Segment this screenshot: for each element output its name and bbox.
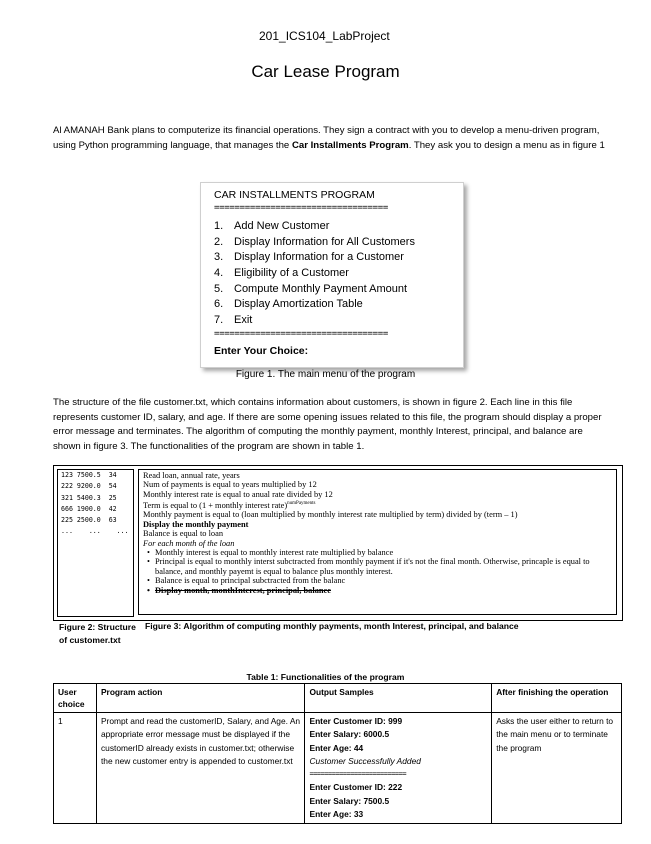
menu-item: 3. Display Information for a Customer — [214, 251, 404, 264]
table-header-cell: User choice — [54, 684, 97, 713]
customer-row: 666 1900.0 42 — [61, 504, 117, 513]
output-line: Enter Age: 33 — [309, 809, 364, 820]
customer-row: 321 5400.3 25 — [61, 493, 117, 502]
algo-line: Display the monthly payment — [143, 519, 249, 529]
table-cell-choice: 1 — [54, 713, 97, 824]
figure1-caption: Figure 1. The main menu of the program — [235, 369, 416, 380]
algo-bullet: • Principal is equal to monthly interst subctracted from monthly payment if it's not the final month. Otherwise, princaple is equal to balance, and monthly payemt is equal to balance plus monthly interest. — [143, 557, 612, 576]
table-header-cell: Output Samples — [305, 684, 492, 713]
table-row — [54, 713, 622, 824]
menu-list — [214, 219, 415, 329]
output-separator: ========================== — [309, 770, 407, 779]
menu-item: 4. Eligibility of a Customer — [214, 267, 349, 280]
figure1-menu-box — [200, 182, 464, 368]
algo-bullet: • Display month, monthInterest, principal, balance — [143, 586, 612, 595]
algo-line: Num of payments is equal to years multiplied by 12 — [143, 480, 317, 490]
table1-caption: Table 1: Functionalities of the program — [246, 672, 405, 682]
program-name: Car Installments Program — [291, 140, 409, 151]
menu-item: 1. Add New Customer — [214, 220, 330, 232]
table-cell-outputs — [305, 713, 492, 824]
menu-item: 6. Display Amortization Table — [214, 298, 363, 311]
menu-separator-bottom: ================================== — [214, 329, 389, 339]
figure3-caption: Figure 3: Algorithm of computing monthly payments, month Interest, principal, and balance — [145, 621, 519, 631]
algo-bullet: • Monthly interest is equal to monthly interest rate multiplied by balance — [143, 548, 612, 557]
menu-heading: CAR INSTALLMENTS PROGRAM — [214, 189, 375, 201]
structure-paragraph: The structure of the file customer.txt, which contains information about customers, is shown in figure 2. Each line in this file represents customer ID, salary, and age. If there are some opening issues related to this file, the program should display a proper error message and terminates. The algorithm of computing the monthly payment, monthly Interest, principal, and balance are shown in figure 3. The functionalities of the program are shown in table 1. — [53, 397, 602, 453]
algo-line: Read loan, annual rate, years — [143, 471, 240, 480]
menu-item: 5. Compute Monthly Payment Amount — [214, 282, 408, 295]
functionalities-table — [53, 683, 622, 824]
output-line: Enter Age: 44 — [309, 742, 364, 753]
figures-frame — [53, 465, 623, 621]
table-header-row — [54, 684, 622, 713]
table-header-cell: After finishing the operation — [492, 684, 622, 713]
customer-row: 225 2500.0 63 — [61, 516, 117, 525]
output-line: Enter Salary: 6000.5 — [309, 729, 390, 740]
customer-row: ... ... ... — [61, 527, 129, 536]
algo-line: For each month of the loan — [143, 538, 235, 548]
menu-separator-top: ================================== — [214, 203, 389, 213]
algo-line: Term is equal to (1 + monthly interest rate)$^{numPayments}$ — [143, 501, 316, 511]
document-title: Car Lease Program — [251, 62, 400, 81]
output-line: Enter Salary: 7500.5 — [309, 795, 390, 806]
menu-choice-prompt: Enter Your Choice: — [214, 345, 309, 357]
menu-item: 2. Display Information for All Customers — [214, 235, 415, 248]
document-header: 201_ICS104_LabProject — [259, 29, 390, 43]
algo-line: Balance is equal to loan — [143, 529, 224, 539]
algo-line: Monthly payment is equal to (loan multiplied by monthly interest rate multiplied by term) divided by (term – 1) — [143, 510, 518, 520]
customer-row: 222 9200.0 54 — [61, 482, 117, 491]
table-header-cell: Program action — [96, 684, 305, 713]
menu-item: 7. Exit — [214, 314, 253, 327]
algorithm-box — [138, 469, 617, 615]
algo-bullet: • Balance is equal to principal subctracted from the balanc — [143, 576, 612, 585]
table-cell-after: Asks the user either to return to the main menu or to terminate the program — [492, 713, 622, 824]
customer-file-sample — [57, 469, 134, 617]
output-line: Enter Customer ID: 222 — [309, 782, 403, 793]
output-line: Customer Successfully Added — [309, 755, 421, 766]
intro-paragraph: Al AMANAH Bank plans to computerize its financial operations. They sign a contract with you to develop a menu-driven program, using Python programming language, that manages the Car Installments Program. They ask you to design a menu as in figure 1 — [53, 125, 605, 151]
algo-line: Monthly interest rate is equal to anual rate divided by 12 — [143, 489, 333, 499]
figure2-caption: Figure 2: Structure of customer.txt — [59, 622, 136, 645]
output-line: Enter Customer ID: 999 — [309, 716, 403, 726]
table-cell-action: Prompt and read the customerID, Salary, and Age. An appropriate error message must be displayed if the customerID already exists in customer.txt; otherwise the new customer entry is appended to customer.txt — [96, 713, 305, 824]
customer-row: 123 7500.5 34 — [61, 471, 117, 479]
